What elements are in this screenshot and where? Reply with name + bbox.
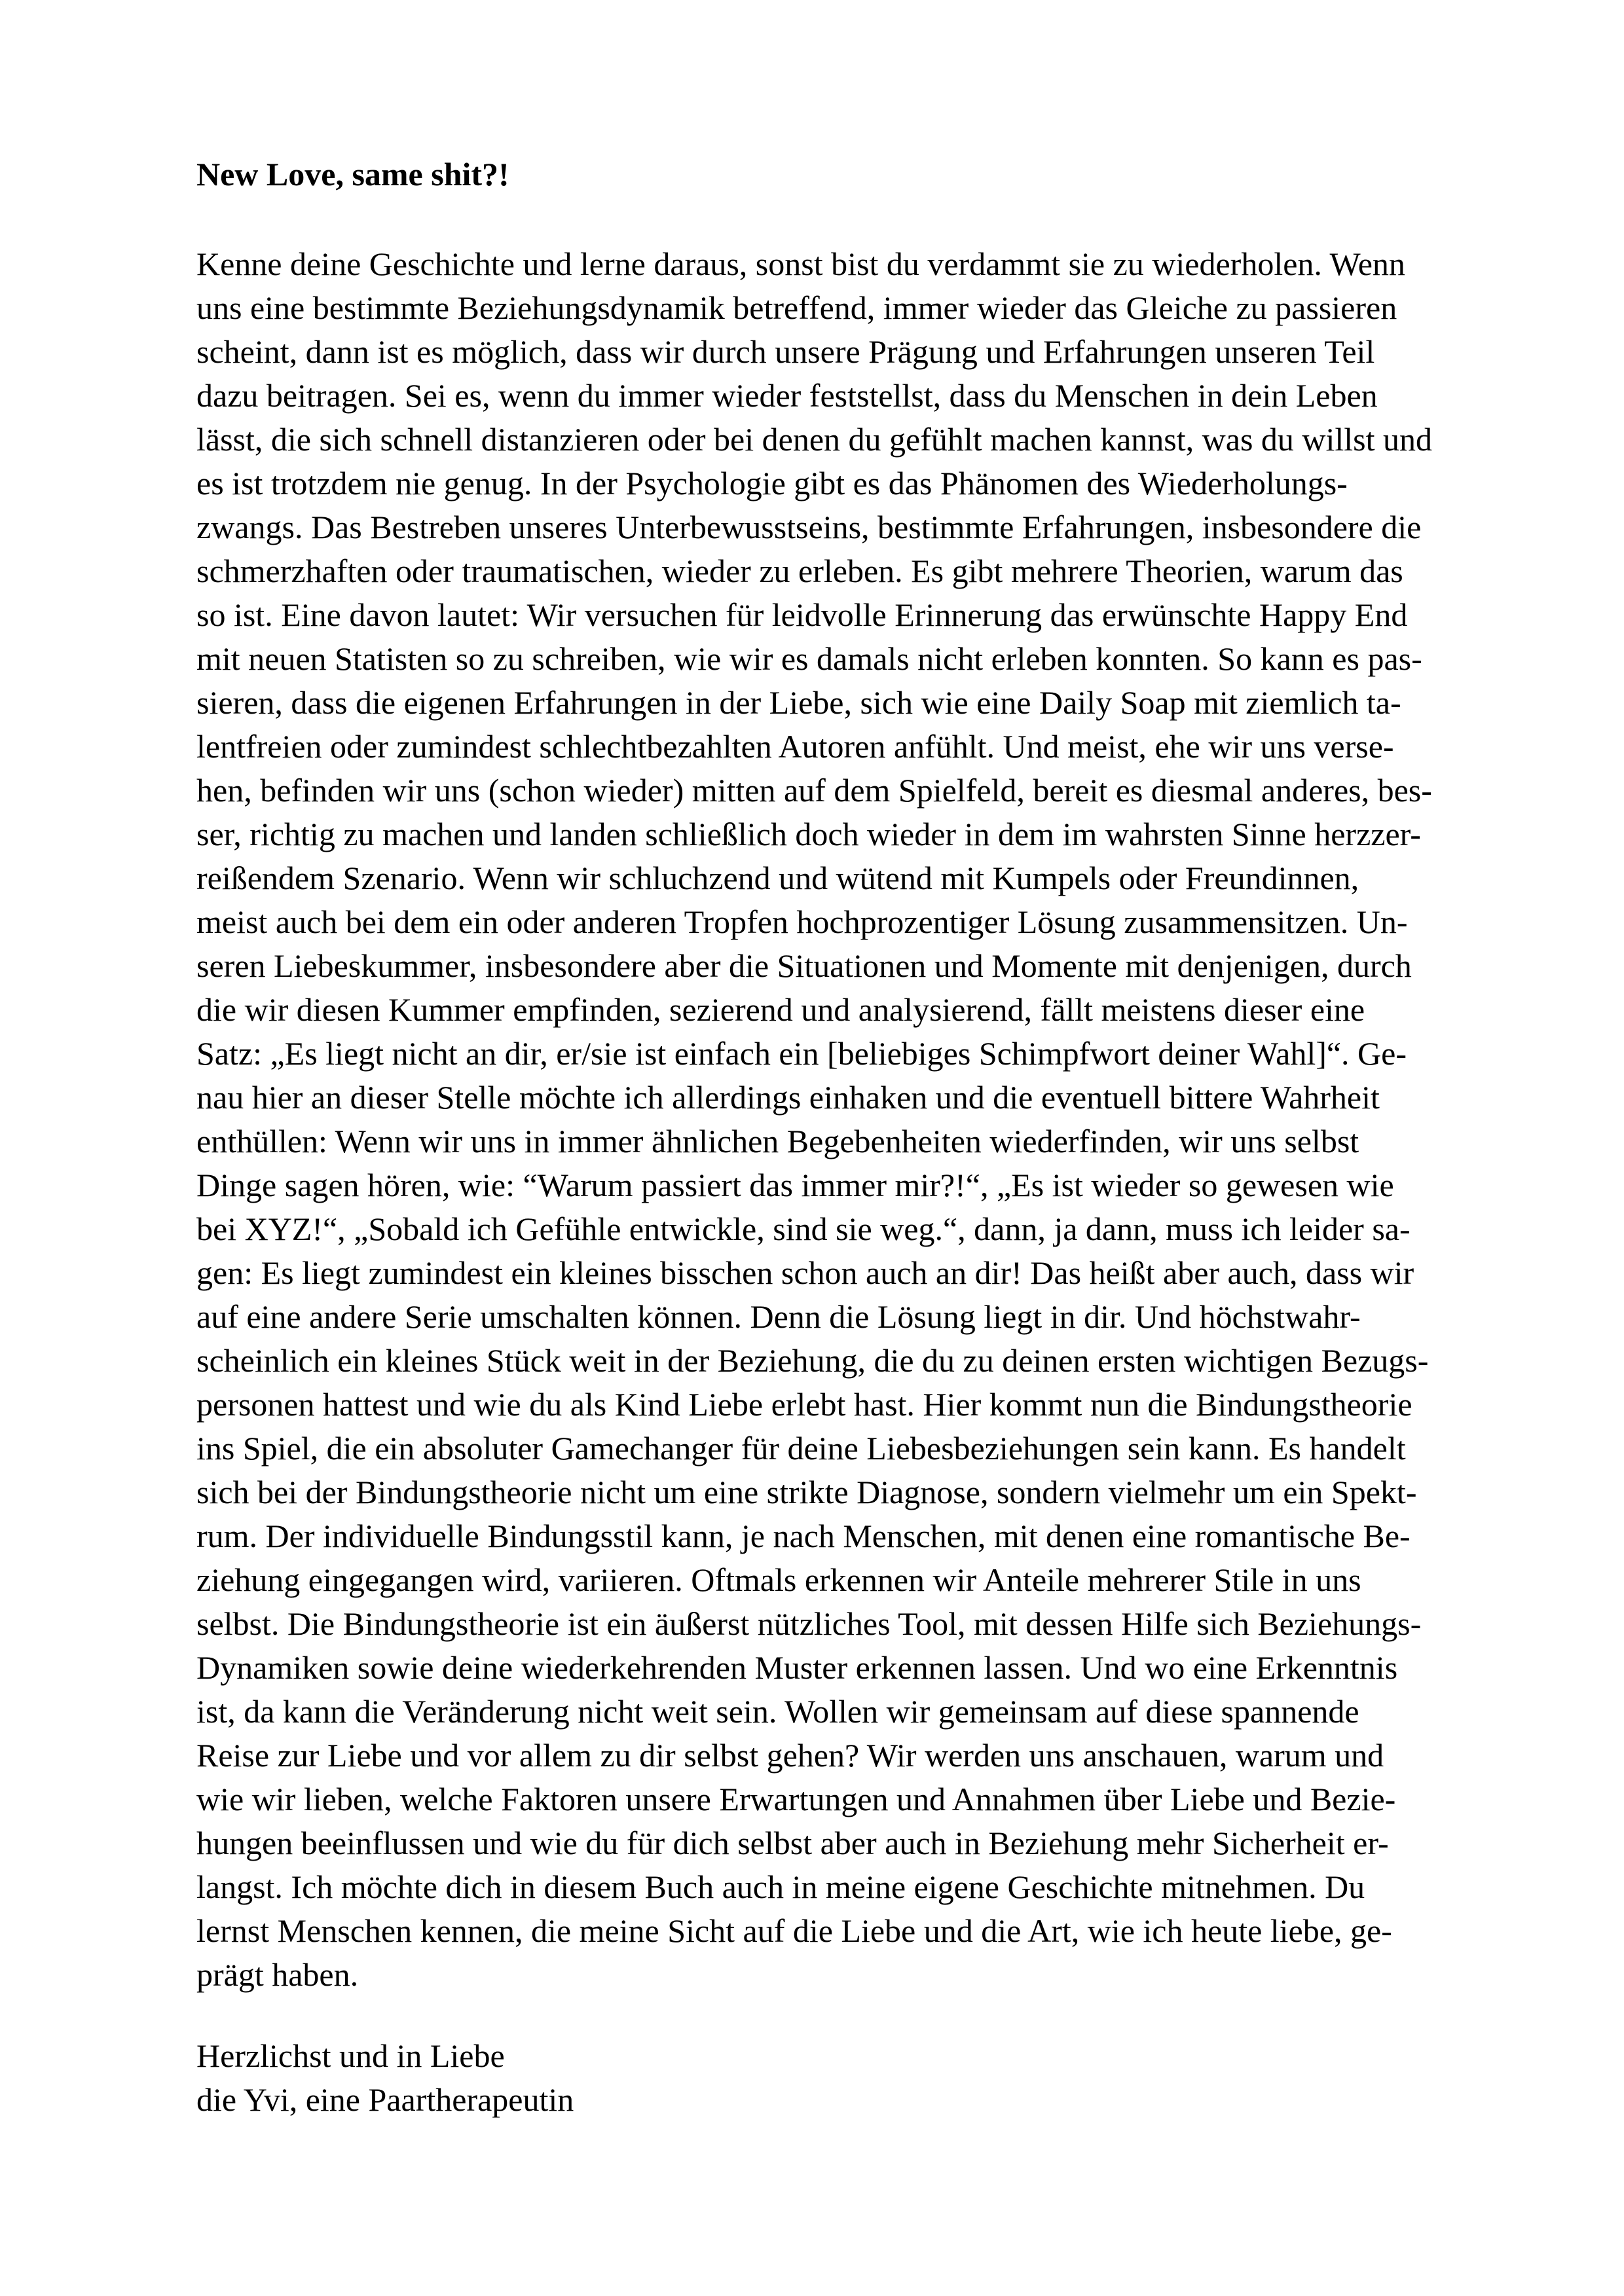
text-line: Dynamiken sowie deine wiederkehrenden Muster erkennen lassen. Und wo eine Erkenntnis: [196, 1649, 1398, 1686]
document-title: New Love, same shit?!: [196, 156, 509, 192]
text-line: scheint, dann ist es möglich, dass wir durch unsere Prägung und Erfahrungen unseren Teil: [196, 333, 1375, 370]
text-line: uns eine bestimmte Beziehungsdynamik betreffend, immer wieder das Gleiche zu passieren: [196, 289, 1397, 326]
text-line: auf eine andere Serie umschalten können. Denn die Lösung liegt in dir. Und höchstwahr-: [196, 1298, 1361, 1335]
text-line: langst. Ich möchte dich in diesem Buch auch in meine eigene Geschichte mitnehmen. Du: [196, 1868, 1365, 1905]
text-line: Satz: „Es liegt nicht an dir, er/sie ist einfach ein [beliebiges Schimpfwort deiner Wahl]“. Ge-: [196, 1035, 1407, 1072]
text-line: Reise zur Liebe und vor allem zu dir selbst gehen? Wir werden uns anschauen, warum und: [196, 1737, 1384, 1774]
text-line: hungen beeinflussen und wie du für dich selbst aber auch in Beziehung mehr Sicherheit er-: [196, 1825, 1389, 1861]
text-line: seren Liebeskummer, insbesondere aber die Situationen und Momente mit denjenigen, durch: [196, 947, 1412, 984]
text-line: meist auch bei dem ein oder anderen Tropfen hochprozentiger Lösung zusammensitzen. Un-: [196, 903, 1408, 940]
text-line: wie wir lieben, welche Faktoren unsere Erwartungen und Annahmen über Liebe und Bezie-: [196, 1781, 1396, 1817]
text-line: sich bei der Bindungstheorie nicht um eine strikte Diagnose, sondern vielmehr um ein Spekt-: [196, 1474, 1417, 1510]
text-line: ser, richtig zu machen und landen schließlich doch wieder in dem im wahrsten Sinne herzzer-: [196, 816, 1421, 852]
text-line: hen, befinden wir uns (schon wieder) mitten auf dem Spielfeld, bereit es diesmal anderes, bes-: [196, 772, 1432, 809]
text-line: ziehung eingegangen wird, variieren. Oftmals erkennen wir Anteile mehrerer Stile in uns: [196, 1561, 1361, 1598]
closing-signature: die Yvi, eine Paartherapeutin: [196, 2081, 574, 2118]
text-line: die wir diesen Kummer empfinden, sezierend und analysierend, fällt meistens dieser eine: [196, 991, 1365, 1028]
text-line: lässt, die sich schnell distanzieren oder bei denen du gefühlt machen kannst, was du willst und: [196, 421, 1433, 458]
text-line: reißendem Szenario. Wenn wir schluchzend und wütend mit Kumpels oder Freundinnen,: [196, 860, 1359, 896]
text-line: dazu beitragen. Sei es, wenn du immer wieder feststellst, dass du Menschen in dein Leben: [196, 377, 1378, 414]
text-line: lentfreien oder zumindest schlechtbezahlten Autoren anfühlt. Und meist, ehe wir uns verse-: [196, 728, 1394, 765]
text-line: ins Spiel, die ein absoluter Gamechanger für deine Liebesbeziehungen sein kann. Es handelt: [196, 1430, 1406, 1467]
text-line: zwangs. Das Bestreben unseres Unterbewusstseins, bestimmte Erfahrungen, insbesondere die: [196, 509, 1422, 545]
text-line: es ist trotzdem nie genug. In der Psychologie gibt es das Phänomen des Wiederholungs-: [196, 465, 1348, 501]
text-line: gen: Es liegt zumindest ein kleines bisschen schon auch an dir! Das heißt aber auch, dass wir: [196, 1254, 1414, 1291]
body-paragraph: [196, 242, 1432, 1997]
text-line: so ist. Eine davon lautet: Wir versuchen für leidvolle Erinnerung das erwünschte Happy End: [196, 596, 1408, 633]
text-line: prägt haben.: [196, 1956, 359, 1993]
text-line: personen hattest und wie du als Kind Liebe erlebt hast. Hier kommt nun die Bindungstheorie: [196, 1386, 1412, 1423]
closing-greeting: Herzlichst und in Liebe: [196, 2037, 505, 2074]
text-line: bei XYZ!“, „Sobald ich Gefühle entwickle, sind sie weg.“, dann, ja dann, muss ich leider sa-: [196, 1211, 1411, 1247]
text-line: selbst. Die Bindungstheorie ist ein äußerst nützliches Tool, mit dessen Hilfe sich Beziehungs-: [196, 1605, 1422, 1642]
text-line: ist, da kann die Veränderung nicht weit sein. Wollen wir gemeinsam auf diese spannende: [196, 1693, 1359, 1730]
text-line: scheinlich ein kleines Stück weit in der Beziehung, die du zu deinen ersten wichtigen Bezugs-: [196, 1342, 1429, 1379]
text-line: sieren, dass die eigenen Erfahrungen in der Liebe, sich wie eine Daily Soap mit ziemlich ta-: [196, 684, 1401, 721]
text-line: mit neuen Statisten so zu schreiben, wie wir es damals nicht erleben konnten. So kann es pas-: [196, 640, 1422, 677]
text-line: Dinge sagen hören, wie: “Warum passiert das immer mir?!“, „Es ist wieder so gewesen wie: [196, 1167, 1394, 1203]
text-line: schmerzhaften oder traumatischen, wieder zu erleben. Es gibt mehrere Theorien, warum das: [196, 553, 1403, 589]
text-line: Kenne deine Geschichte und lerne daraus, sonst bist du verdammt sie zu wiederholen. Wenn: [196, 246, 1405, 282]
text-line: rum. Der individuelle Bindungsstil kann, je nach Menschen, mit denen eine romantische Be-: [196, 1518, 1411, 1554]
text-line: nau hier an dieser Stelle möchte ich allerdings einhaken und die eventuell bittere Wahrheit: [196, 1079, 1380, 1116]
text-line: enthüllen: Wenn wir uns in immer ähnlichen Begebenheiten wiederfinden, wir uns selbst: [196, 1123, 1359, 1159]
closing-block: [196, 2034, 574, 2122]
text-line: lernst Menschen kennen, die meine Sicht auf die Liebe und die Art, wie ich heute liebe, ge-: [196, 1912, 1392, 1949]
